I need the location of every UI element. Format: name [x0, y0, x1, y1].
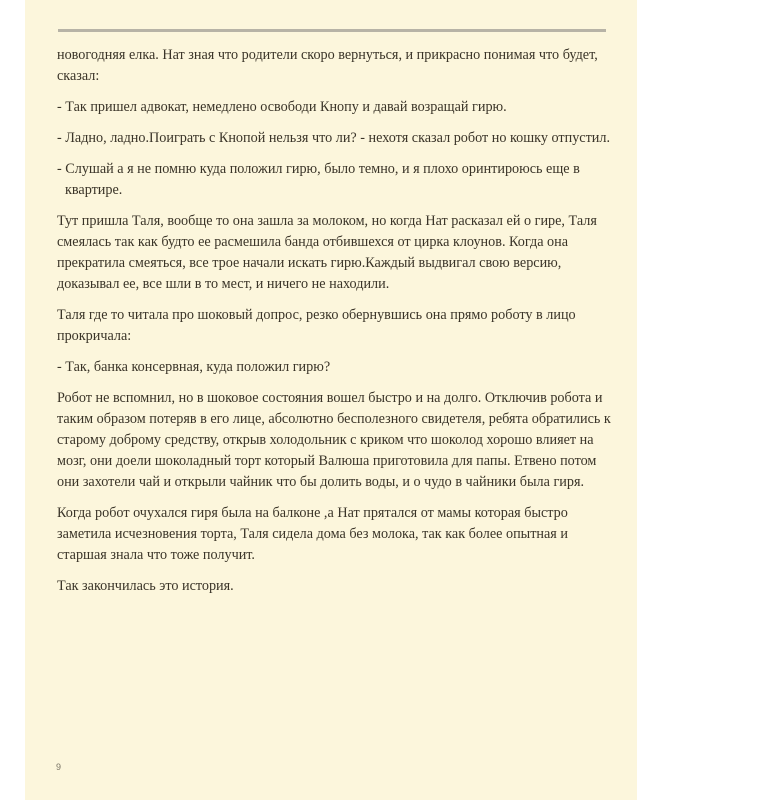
dialogue-line: - Так пришел адвокат, немедлено освободи Кнопу и давай возращай гирю.	[57, 99, 507, 115]
dialogue-line: - Так, банка консервная, куда положил гирю?	[57, 359, 331, 375]
paragraph: Так закончилась это история.	[57, 578, 234, 594]
paragraph: Тут пришла Таля, вообще то она зашла за молоком, но когда Нат расказал ей о гире, Таля смеялась так как будто ее расмешила банда отбившехся от цирка клоунов. Когда она прекратила смеяться, все трое начали искать гирю.Каждый выдвигал свою версию, доказывал ее, все шли в то мест, и ничего не находили.	[57, 213, 597, 292]
top-divider	[58, 29, 606, 32]
book-page	[25, 0, 637, 800]
page-number: 9	[56, 762, 62, 772]
dialogue-line: - Ладно, ладно.Поиграть с Кнопой нельзя что ли? - нехотя сказал робот но кошку отпустил.	[57, 130, 611, 146]
page-text	[57, 45, 615, 607]
paragraph: новогодняя елка. Нат зная что родители скоро вернуться, и прикрасно понимая что будет, сказал:	[57, 47, 598, 84]
paragraph: Таля где то читала про шоковый допрос, резко обернувшись она прямо роботу в лицо прокричала:	[57, 307, 576, 344]
paragraph: Робот не вспомнил, но в шоковое состояния вошел быстро и на долго. Отключив робота и таким образом потеряв в его лице, абсолютно бесполезного свидетеля, ребята обратились к старому доброму средству, открыв холодольник с криком что шоколод хорошо влияет на мозг, они доели шоколадный торт который Валюша приготовила для папы. Етвено потом они захотели чай и открыли чайник что бы долить воды, и о чудо в чайники была гиря.	[57, 390, 611, 490]
dialogue-line: - Слушай а я не помню куда положил гирю, было темно, и я плохо оринтироюсь еще в квартире.	[57, 161, 580, 198]
paragraph: Когда робот очухался гиря была на балконе ,а Нат прятался от мамы которая быстро заметила исчезновения торта, Таля сидела дома без молока, так как более опытная и старшая знала что тоже получит.	[57, 505, 568, 563]
